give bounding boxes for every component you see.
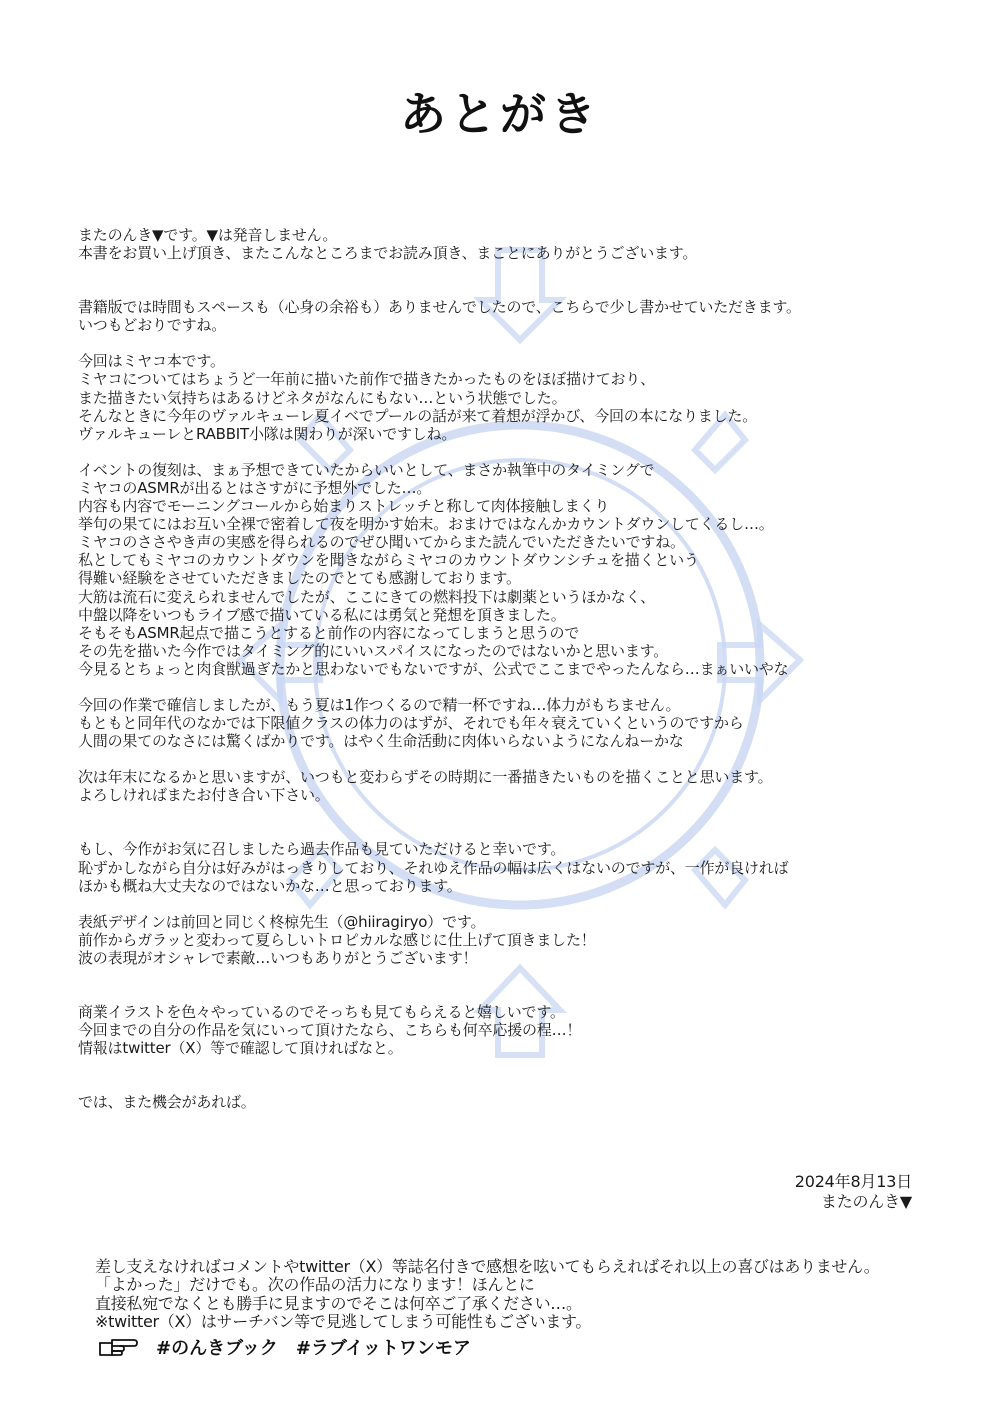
text-line: 商業イラストを色々やっているのでそっちも見てもらえると嬉しいです。 [78, 1003, 565, 1021]
text-line: 書籍版では時間もスペースも（心身の余裕も）ありませんでしたので、こちらで少し書かせていただきます。 [78, 298, 801, 317]
text-line: 人間の果てのなさには驚くばかりです。はやく生命活動に肉体いらないようになんねーかな [78, 732, 684, 751]
text-line: その先を描いた今作ではタイミング的にいいスパイスになったのではないかと思います。 [78, 641, 669, 660]
text-line: もともと同年代のなかでは下限値クラスの体力のはずが、それでも年々衰えていくというのですから [78, 714, 744, 733]
signature-date: 2024年8月13日 [794, 1172, 912, 1191]
paragraph [78, 1093, 938, 1111]
text-line: 今回までの自分の作品を気にいって頂けたなら、こちらも何卒応援の程…！ [78, 1021, 582, 1040]
footer-line: 差し支えなければコメントやtwitter（X）等誌名付きで感想を呟いてもらえればそれ以上の喜びはありません。 [95, 1257, 880, 1276]
text-line: 表紙デザインは前回と同じく柊椋先生（@hiiragiryo）です。 [78, 912, 486, 931]
paragraph [78, 840, 938, 894]
signature-block [795, 1172, 912, 1212]
text-line: 私としてもミヤコのカウントダウンを聞きながらミヤコのカウントダウンシチュを描くという [78, 551, 699, 570]
signature-author: またのんき▼ [820, 1192, 912, 1211]
text-line: では、また機会があれば。 [78, 1093, 256, 1112]
footer-line: 直接私宛でなくとも勝手に見ますのでそこは何卒ご了承ください…。 [95, 1293, 582, 1313]
text-line: ミヤコのASMRが出るとはさすがに予想外でした…。 [78, 478, 432, 497]
paragraph [78, 461, 938, 678]
text-line: また描きたい気持ちはあるけどネタがなんにもない…という状態でした。 [78, 388, 567, 407]
hashtag-row [98, 1334, 471, 1360]
text-line: 内容も内容でモーニングコールから始まりストレッチと称して肉体接触しまくり [78, 497, 610, 516]
text-line: 挙句の果てにはお互い全裸で密着して夜を明かす始末。おまけではなんかカウントダウンしてくるし…。 [78, 515, 774, 534]
text-line: いつもどおりですね。 [78, 316, 227, 335]
text-line: 今回はミヤコ本です。 [78, 352, 225, 371]
afterword-body [78, 226, 938, 1111]
paragraph [78, 696, 938, 750]
text-line: 波の表現がオシャレで素敵…いつもありがとうございます！ [78, 948, 478, 967]
text-line: 次は年末になるかと思いますが、いつもと変わらずその時期に一番描きたいものを描くことと思います。 [78, 768, 773, 787]
text-line: ほかも概ね大丈夫なのではないかな…と思っております。 [78, 876, 462, 895]
paragraph [78, 768, 938, 804]
text-line: イベントの復刻は、まぁ予想できていたからいいとして、まさか執筆中のタイミングで [78, 460, 655, 479]
text-line: 今見るとちょっと肉食獣過ぎたかと思わないでもないですが、公式でここまでやったんなら…まぁいいやな [78, 659, 789, 678]
text-line: 情報はtwitter（X）等で確認して頂ければなと。 [78, 1039, 403, 1058]
pointing-hand-icon [98, 1335, 138, 1359]
text-line: もし、今作がお気に召しましたら過去作品も見ていただけると幸いです。 [78, 840, 566, 859]
text-line: 前作からガラッと変わって夏らしいトロピカルな感じに仕上げて頂きました！ [78, 930, 596, 949]
text-line: またのんき▼です。▼は発音しません。 [78, 226, 338, 244]
paragraph [78, 913, 938, 967]
paragraph [78, 226, 938, 262]
hashtag: #のんきブック [156, 1338, 278, 1359]
text-line: 得難い経験をさせていただきましたのでとても感謝しております。 [78, 569, 521, 588]
text-line: ミヤコについてはちょうど一年前に描いた前作で描きたかったものをほぼ描けており、 [78, 370, 655, 389]
text-line: 今回の作業で確信しましたが、もう夏は1作つくるので精一杯ですね…体力がもちません。 [78, 695, 681, 714]
hashtag: #ラブイットワンモア [295, 1338, 471, 1359]
text-line: ミヤコのささやき声の実感を得られるのでぜひ聞いてからまた読んでいただきたいですね。 [78, 533, 685, 552]
text-line: そんなときに今年のヴァルキューレ夏イベでプールの話が来て着想が浮かび、今回の本になりました。 [78, 406, 758, 425]
footer-note [95, 1258, 975, 1331]
text-line: ヴァルキューレとRABBIT小隊は関わりが深いですしね。 [78, 424, 457, 443]
paragraph [78, 352, 938, 442]
text-line: 大筋は流石に変えられませんでしたが、ここにきての燃料投下は劇薬というほかなく、 [78, 587, 655, 606]
paragraph [78, 298, 938, 334]
text-line: 恥ずかしながら自分は好みがはっきりしており、それゆえ作品の幅は広くはないのですが、一作が良ければ [78, 858, 789, 877]
footer-line: ※twitter（X）はサーチバン等で見逃してしまう可能性もございます。 [95, 1311, 592, 1331]
footer-line: 「よかった」だけでも。次の作品の活力になります！ほんとに [95, 1275, 535, 1295]
text-line: 中盤以降をいつもライブ感で描いている私には勇気と発想を頂きました。 [78, 605, 566, 624]
text-line: そもそもASMR起点で描こうとすると前作の内容になってしまうと思うので [78, 623, 580, 642]
paragraph [78, 1003, 938, 1057]
text-line: 本書をお買い上げ頂き、またこんなところまでお読み頂き、まことにありがとうございます。 [78, 244, 698, 263]
text-line: よろしければまたお付き合い下さい。 [78, 786, 330, 805]
page-title: あとがき [400, 87, 600, 141]
